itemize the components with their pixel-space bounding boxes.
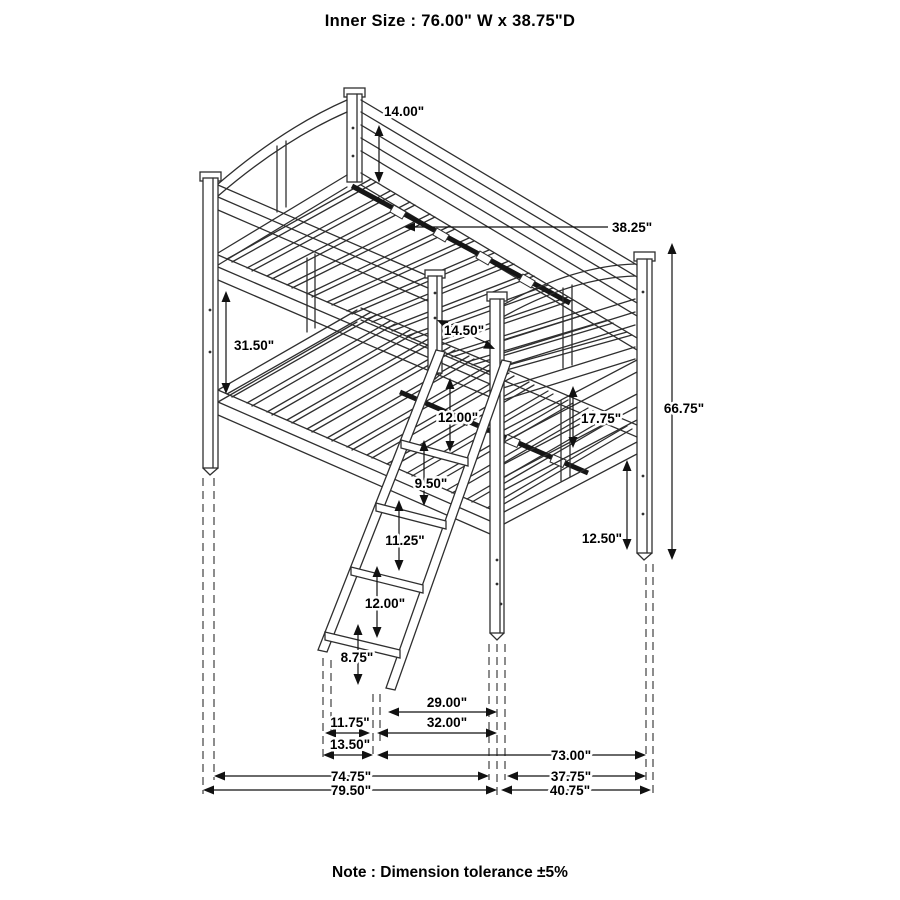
screw-hole xyxy=(496,559,499,562)
post-body xyxy=(203,178,218,468)
arrow-left-icon xyxy=(214,772,225,781)
dim-overall-height xyxy=(664,243,704,560)
dim-label: 17.75" xyxy=(581,411,622,426)
arrow-left-icon xyxy=(388,708,399,717)
arrow-right-icon xyxy=(486,786,497,795)
screw-hole xyxy=(496,583,499,586)
dimension-annotations xyxy=(203,104,704,798)
inner-size-title: Inner Size : 76.00" W x 38.75"D xyxy=(324,12,576,30)
arrow-down-icon xyxy=(668,549,677,560)
bed-drawing xyxy=(200,88,655,690)
bar-plate xyxy=(476,251,492,265)
dim-label: 29.00" xyxy=(426,695,468,710)
dim-label: 12.00" xyxy=(364,596,406,611)
dim-label: 31.50" xyxy=(234,338,275,353)
arrow-down-icon xyxy=(395,560,404,571)
dim-label: 9.50" xyxy=(414,476,448,491)
dim-ladder-foot-offset xyxy=(388,695,497,717)
dim-label: 40.75" xyxy=(549,783,591,798)
dim-label: 8.75" xyxy=(340,650,374,665)
dim-label: 14.00" xyxy=(384,104,425,119)
screw-hole xyxy=(352,155,355,158)
headboard-arch xyxy=(218,100,347,265)
arrow-up-icon xyxy=(395,500,404,511)
screw-hole xyxy=(352,127,355,130)
arrow-down-icon xyxy=(354,674,363,685)
ladder-rung xyxy=(376,503,446,529)
screw-hole xyxy=(500,603,503,606)
arrow-down-icon xyxy=(623,539,632,550)
dim-label: 13.50" xyxy=(329,737,371,752)
arrow-right-icon xyxy=(478,772,489,781)
arrow-right-icon xyxy=(486,729,497,738)
dim-label: 38.25" xyxy=(612,220,653,235)
screw-hole xyxy=(209,309,212,312)
arrow-up-icon xyxy=(354,624,363,635)
dim-foot-clearance xyxy=(569,386,622,448)
screw-hole xyxy=(434,292,437,295)
dim-ladder-width xyxy=(325,715,370,738)
arrow-left-icon xyxy=(377,751,388,760)
head-front-post xyxy=(200,172,221,475)
arrow-down-icon xyxy=(373,627,382,638)
screw-hole xyxy=(434,317,437,320)
screw-hole xyxy=(209,351,212,354)
foot-back-post xyxy=(634,252,655,560)
dim-label: 66.75" xyxy=(663,401,705,416)
dim-label: 73.00" xyxy=(550,748,592,763)
dim-label: 32.00" xyxy=(426,715,468,730)
dim-label: 11.75" xyxy=(330,715,370,730)
arrow-up-icon xyxy=(446,378,455,389)
ladder-rung xyxy=(351,567,423,593)
dim-label: 74.75" xyxy=(330,769,372,784)
dim-foot-post-bottom xyxy=(582,460,632,550)
screw-hole xyxy=(642,291,645,294)
dim-label: 12.50" xyxy=(581,531,622,546)
arrow-up-icon xyxy=(668,243,677,254)
dim-ladder-depth xyxy=(323,737,373,760)
dim-overall-depth xyxy=(501,783,651,798)
post-body xyxy=(347,94,362,182)
head-back-post xyxy=(344,88,365,182)
dim-label: 11.25" xyxy=(385,533,425,548)
dim-bunk-clearance xyxy=(222,291,275,394)
ladder xyxy=(318,350,511,690)
arrow-up-icon xyxy=(222,291,231,302)
arrow-right-icon xyxy=(635,772,646,781)
dim-label: 37.75" xyxy=(550,769,592,784)
dim-label: 12.00" xyxy=(437,410,479,425)
arrow-right-icon xyxy=(635,751,646,760)
arrow-right-icon xyxy=(640,786,651,795)
screw-hole xyxy=(642,475,645,478)
upper-front-rails xyxy=(218,185,428,301)
dim-lower-bed-length xyxy=(377,748,646,763)
footboard-arch xyxy=(503,264,635,400)
arrow-left-icon xyxy=(203,786,214,795)
dim-overall-length xyxy=(203,783,497,798)
dim-label: 14.50" xyxy=(443,323,485,338)
arrow-left-icon xyxy=(377,729,388,738)
dim-label: 79.50" xyxy=(330,783,372,798)
dim-inner-depth xyxy=(507,769,646,784)
screw-hole xyxy=(642,513,645,516)
dim-ladder-footprint xyxy=(377,715,497,738)
arrow-left-icon xyxy=(501,786,512,795)
bar-plate xyxy=(433,228,449,242)
post-body xyxy=(637,259,652,553)
dim-rung-to-floor xyxy=(341,624,374,685)
arrow-up-icon xyxy=(373,566,382,577)
tolerance-note: Note : Dimension tolerance ±5% xyxy=(332,864,568,881)
arrow-right-icon xyxy=(486,708,497,717)
arrow-left-icon xyxy=(507,772,518,781)
arrow-up-icon xyxy=(375,125,384,136)
dim-upper-bed-length xyxy=(214,769,489,784)
